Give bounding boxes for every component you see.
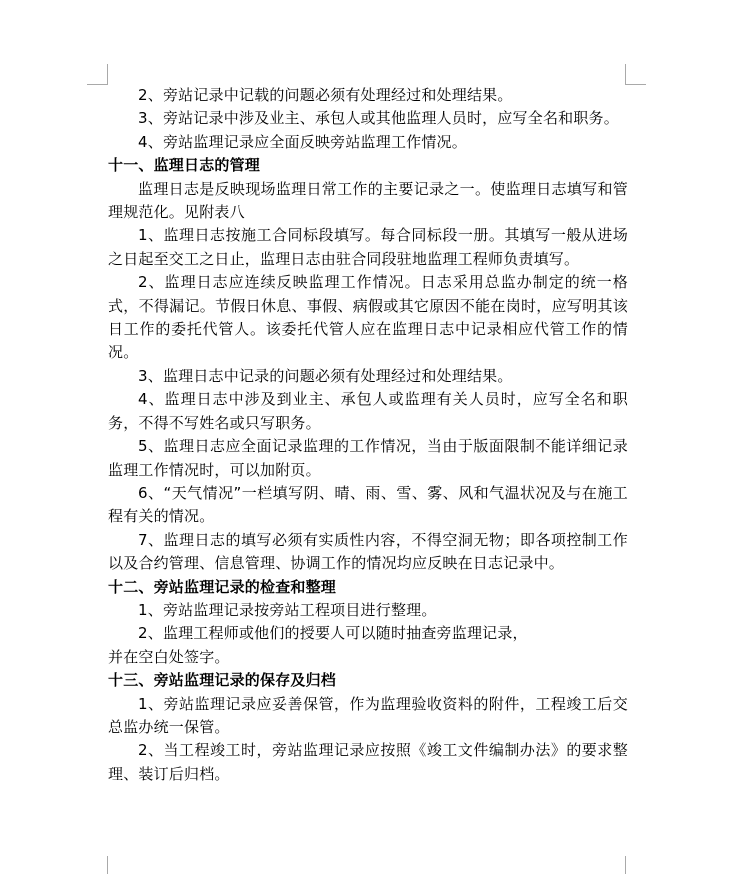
paragraph: 7、监理日志的填写必须有实质性内容，不得空洞无物；即各项控制工作以及合约管理、信息管理、协调工作的情况均应反映在日志记录中。 bbox=[108, 530, 628, 573]
document-body[interactable] bbox=[108, 84, 628, 786]
section-heading: 十三、旁站监理记录的保存及归档 bbox=[108, 671, 337, 690]
paragraph: 6、“天气情况”一栏填写阴、晴、雨、雪、雾、风和气温状况及与在施工程有关的情况。 bbox=[108, 483, 628, 526]
paragraph: 4、监理日志中涉及到业主、承包人或监理有关人员时，应写全名和职务，不得不写姓名或只写职务。 bbox=[108, 390, 628, 432]
paragraph: 2、旁站记录中记载的问题必须有处理经过和处理结果。 bbox=[138, 86, 513, 104]
paragraph: 2、监理工程师或他们的授要人可以随时抽查旁监理记录， bbox=[138, 624, 528, 643]
paragraph: 4、旁站监理记录应全面反映旁站监理工作情况。 bbox=[138, 132, 467, 151]
crop-mark-bottom-left bbox=[87, 856, 108, 874]
section-heading: 十一、监理日志的管理 bbox=[108, 156, 261, 175]
crop-mark-bottom-right bbox=[625, 856, 646, 874]
crop-mark-top-right bbox=[625, 64, 646, 85]
paragraph: 监理日志是反映现场监理日常工作的主要记录之一。使监理日志填写和管理规范化。见附表八 bbox=[108, 179, 628, 222]
paragraph: 5、监理日志应全面记录监理的工作情况，当由于版面限制不能详细记录监理工作情况时，可以加附页。 bbox=[108, 437, 628, 479]
crop-mark-top-left bbox=[87, 64, 108, 85]
paragraph: 3、监理日志中记录的问题必须有处理经过和处理结果。 bbox=[138, 366, 513, 385]
paragraph: 2、监理日志应连续反映监理工作情况。日志采用总监办制定的统一格式，不得漏记。节假日休息、事假、病假或其它原因不能在岗时，应写明其该日工作的委托代管人。该委托代管人应在监理日志中记录相应代管工作的情况。 bbox=[108, 273, 628, 362]
section-heading: 十二、旁站监理记录的检查和整理 bbox=[108, 577, 337, 596]
paragraph: 1、旁站监理记录按旁站工程项目进行整理。 bbox=[138, 600, 437, 619]
paragraph: 1、监理日志按施工合同标段填写。每合同标段一册。其填写一般从进场之日起至交工之日止，监理日志由驻合同段驻地监理工程师负责填写。 bbox=[108, 226, 628, 268]
paragraph: 2、当工程竣工时，旁站监理记录应按照《竣工文件编制办法》的要求整理、装订后归档。 bbox=[108, 741, 628, 783]
paragraph: 3、旁站记录中涉及业主、承包人或其他监理人员时，应写全名和职务。 bbox=[138, 109, 619, 128]
paragraph: 1、旁站监理记录应妥善保管，作为监理验收资料的附件，工程竣工后交总监办统一保管。 bbox=[108, 694, 628, 736]
paragraph-continuation: 并在空白处签字。 bbox=[108, 647, 230, 666]
